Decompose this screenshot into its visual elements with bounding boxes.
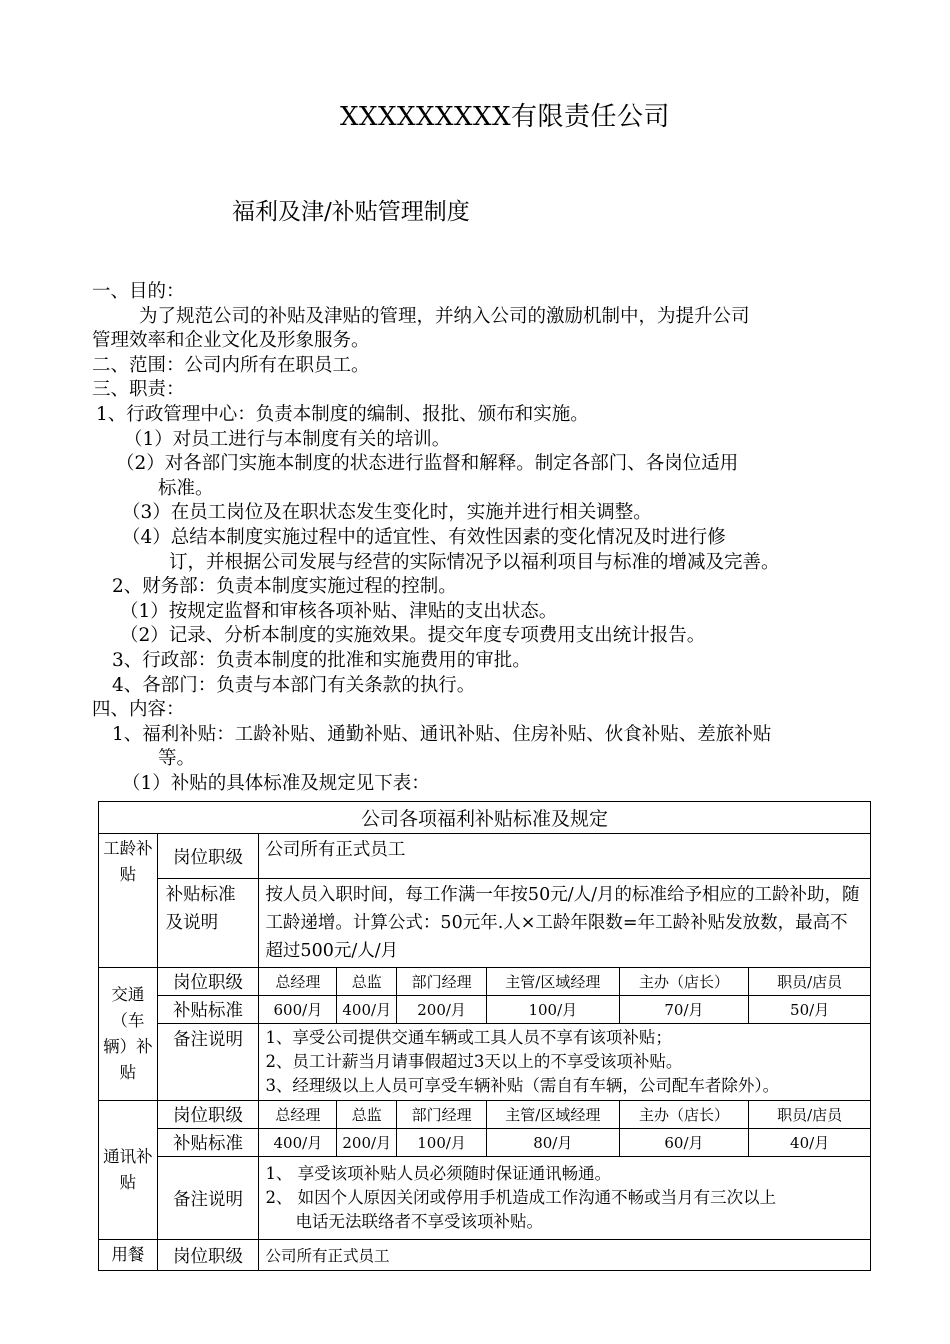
duty-subitem: （4）总结本制度实施过程中的适宜性、有效性因素的变化情况及时进行修 (122, 526, 726, 548)
note-line: 1、 享受该项补贴人员必须随时保证通讯畅通。 (265, 1164, 612, 1183)
duty-subitem: （2）记录、分析本制度的实施效果。提交年度专项费用支出统计报告。 (120, 625, 706, 647)
duty-subitem: （1）对员工进行与本制度有关的培训。 (124, 428, 451, 450)
duty-subitem: （2）对各部门实施本制度的状态进行监督和解释。制定各部门、各岗位适用 (116, 453, 739, 475)
note-line: 2、 如因个人原因关闭或停用手机造成工作沟通不畅或当月有三次以上 (265, 1188, 777, 1207)
amount-cell: 40/月 (749, 1129, 871, 1157)
amount-cell: 60/月 (619, 1129, 749, 1157)
amount-cell: 100/月 (397, 1129, 487, 1157)
amount-cell: 600/月 (259, 996, 337, 1024)
amount-cell: 70/月 (619, 996, 749, 1024)
position-cell: 总监 (337, 968, 397, 996)
category-communication: 通讯补贴 (99, 1101, 158, 1240)
duty-subitem: （1）按规定监督和审核各项补贴、津贴的支出状态。 (120, 600, 558, 622)
amount-cell: 200/月 (397, 996, 487, 1024)
policy-body (92, 280, 882, 796)
position-cell: 部门经理 (397, 968, 487, 996)
position-cell: 主办（店长） (619, 968, 749, 996)
section-content-heading: 四、内容： (92, 699, 185, 721)
duty-item: 4、各部门：负责与本部门有关条款的执行。 (112, 674, 476, 696)
duty-item: 1、行政管理中心：负责本制度的编制、报批、颁布和实施。 (96, 403, 589, 425)
content-subitem: （1）补贴的具体标准及规定见下表： (122, 772, 430, 794)
position-cell: 主管/区域经理 (486, 968, 619, 996)
subsidy-standards-table (98, 801, 871, 1271)
standard-label: 补贴标准 (157, 1129, 259, 1157)
document-title: 福利及津/补贴管理制度 (232, 199, 470, 225)
position-label: 岗位职级 (157, 1101, 259, 1129)
section-duties-heading: 三、职责： (92, 379, 185, 401)
paragraph-line: 为了规范公司的补贴及津贴的管理，并纳入公司的激励机制中，为提升公司 (139, 305, 750, 327)
note-line: 3、经理级以上人员可享受车辆补贴（需自有车辆，公司配车者除外）。 (265, 1076, 780, 1095)
category-transport: 交通（车辆）补贴 (99, 968, 158, 1101)
position-cell: 主管/区域经理 (486, 1101, 619, 1129)
duty-subitem-continued: 标准。 (158, 477, 214, 499)
amount-cell: 200/月 (337, 1129, 397, 1157)
category-meal: 用餐 (99, 1240, 158, 1271)
duty-item: 3、行政部：负责本制度的批准和实施费用的审批。 (112, 649, 531, 671)
amount-cell: 80/月 (486, 1129, 619, 1157)
position-cell: 部门经理 (397, 1101, 487, 1129)
content-item-continued: 等。 (158, 748, 196, 770)
amount-cell: 400/月 (259, 1129, 337, 1157)
note-label: 备注说明 (157, 1157, 259, 1240)
transport-notes (259, 1024, 871, 1101)
standard-label: 补贴标准 (157, 996, 259, 1024)
amount-cell: 100/月 (486, 996, 619, 1024)
seniority-standard-text: 按人员入职时间，每工作满一年按50元/人/月的标准给予相应的工龄补助，随工龄递增。计算公式：50元年.人×工龄年限数=年工龄补贴发放数，最高不超过500元/人/月 (259, 879, 871, 968)
meal-position-value: 公司所有正式员工 (259, 1240, 871, 1271)
position-cell: 职员/店员 (749, 1101, 871, 1129)
note-line: 1、享受公司提供交通车辆或工具人员不享有该项补贴； (265, 1028, 672, 1047)
company-name: XXXXXXXXX有限责任公司 (339, 102, 671, 132)
section-scope: 二、范围：公司内所有在职员工。 (92, 354, 370, 376)
position-cell: 职员/店员 (749, 968, 871, 996)
note-label: 备注说明 (157, 1024, 259, 1101)
duty-subitem-continued: 订，并根据公司发展与经营的实际情况予以福利项目与标准的增减及完善。 (169, 551, 780, 573)
position-label: 岗位职级 (157, 1240, 259, 1271)
duty-subitem: （3）在员工岗位及在职状态发生变化时，实施并进行相关调整。 (122, 502, 652, 524)
note-line: 2、员工计薪当月请事假超过3天以上的不享受该项补贴。 (265, 1052, 683, 1071)
position-label: 岗位职级 (157, 968, 259, 996)
content-item: 1、福利补贴：工龄补贴、通勤补贴、通讯补贴、住房补贴、伙食补贴、差旅补贴 (112, 723, 772, 745)
seniority-position-value: 公司所有正式员工 (259, 834, 871, 879)
amount-cell: 50/月 (749, 996, 871, 1024)
category-seniority: 工龄补贴 (99, 834, 158, 968)
section-purpose-heading: 一、目的： (92, 281, 185, 302)
position-cell: 总经理 (259, 1101, 337, 1129)
amount-cell: 400/月 (337, 996, 397, 1024)
position-cell: 总经理 (259, 968, 337, 996)
position-label: 岗位职级 (157, 834, 259, 879)
position-cell: 主办（店长） (619, 1101, 749, 1129)
paragraph-line: 管理效率和企业文化及形象服务。 (92, 330, 370, 352)
table-caption: 公司各项福利补贴标准及规定 (99, 802, 871, 834)
note-line-continued: 电话无法联络者不享受该项补贴。 (295, 1212, 543, 1231)
position-cell: 总监 (337, 1101, 397, 1129)
standard-label: 补贴标准及说明 (157, 879, 259, 968)
communication-notes (259, 1157, 871, 1240)
duty-item: 2、财务部：负责本制度实施过程的控制。 (112, 576, 457, 598)
